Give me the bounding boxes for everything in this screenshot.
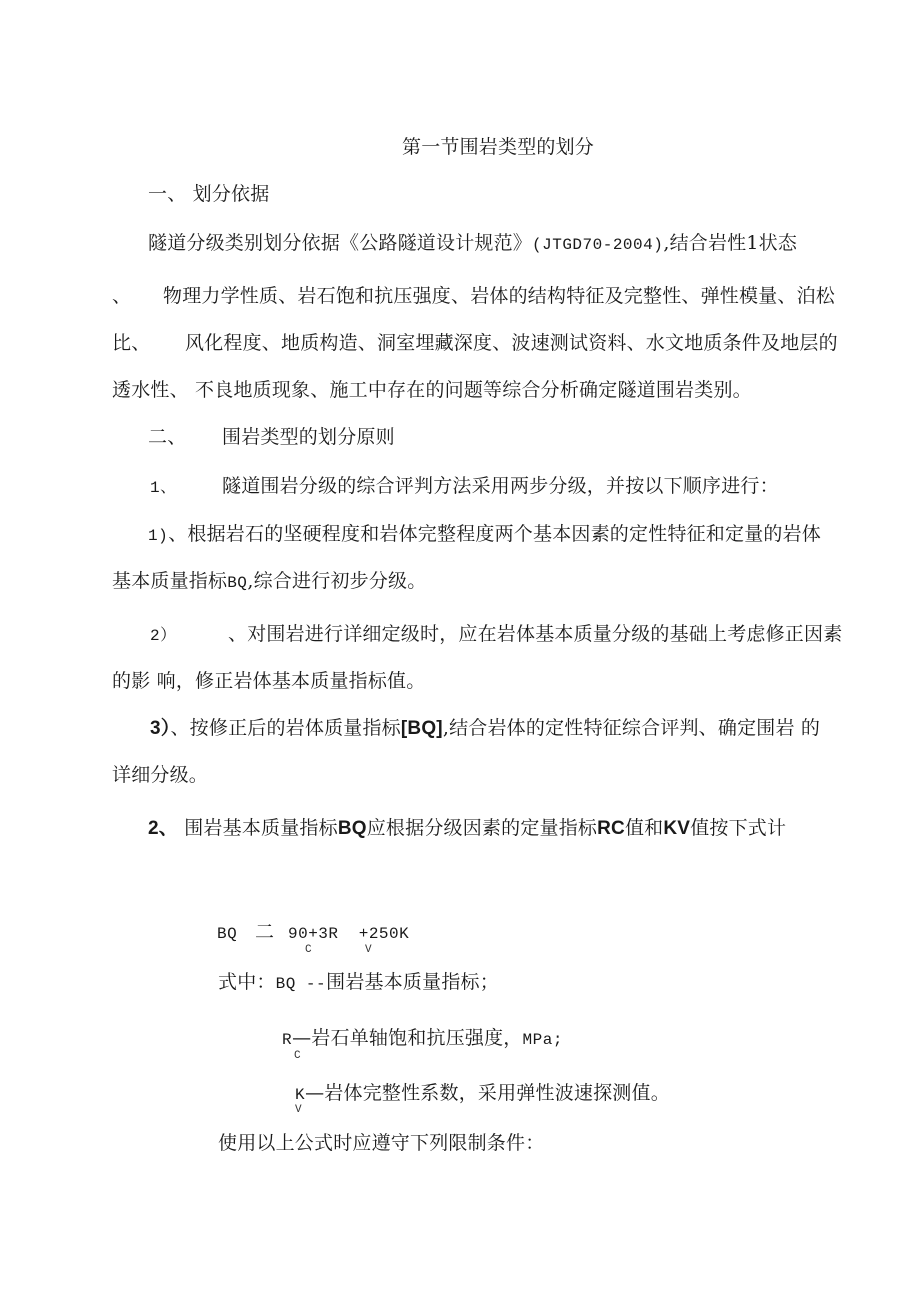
kv-term: KV <box>663 818 691 839</box>
item-2-number: 2、 <box>148 818 178 839</box>
step-3-number: 3） <box>150 718 171 739</box>
conditions-line: 使用以上公式时应遵守下列限制条件： <box>218 1132 545 1154</box>
rc-definition <box>282 1026 563 1052</box>
step-1-cont <box>112 569 426 595</box>
kv-text: —岩体完整性系数，采用弹性波速探测值。 <box>305 1082 670 1104</box>
rc-symbol: R <box>282 1031 293 1049</box>
item-2-text: 值和 <box>624 817 664 839</box>
kv-definition <box>295 1081 670 1107</box>
bq-symbol: BQ -- <box>275 975 327 993</box>
formula-rhs: 90+3R +250K <box>288 925 410 943</box>
bq-definition: 围岩基本质量指标； <box>326 971 499 993</box>
section-title: 第一节围岩类型的划分 <box>402 136 595 158</box>
paragraph-line: 物理力学性质、岩石饱和抗压强度、岩体的结构特征及完整性、弹性模量、泊松 <box>163 285 836 307</box>
punct: 、 <box>112 285 132 307</box>
paragraph-line: 比、 <box>112 332 151 354</box>
step-3 <box>150 716 820 741</box>
rc-term: RC <box>597 818 625 839</box>
definitions-intro <box>218 970 499 996</box>
step-3-text: ,结合岩体的定性特征综合评判、确定围岩 的 <box>442 717 821 739</box>
kv-subscript: V <box>295 1104 302 1116</box>
item-2-text: 值按下式计 <box>690 817 787 839</box>
rc-unit: MPa; <box>522 1031 563 1049</box>
para-text: ,结合岩性1状态 <box>663 232 798 254</box>
item-2-text: 围岩基本质量指标 <box>184 817 338 839</box>
step-3-text: 、按修正后的岩体质量指标 <box>170 717 401 739</box>
para-text: 隧道分级类别划分依据《公路隧道设计规范》 <box>148 232 533 254</box>
section-1-heading: 一、 划分依据 <box>148 183 270 205</box>
step-1-text: 基本质量指标 <box>112 570 228 592</box>
paragraph-line <box>148 231 797 257</box>
rc-text: —岩石单轴饱和抗压强度， <box>292 1027 523 1049</box>
bq-bracket-term: [BQ] <box>400 718 443 739</box>
paragraph-line <box>112 284 131 308</box>
section-2-heading-number: 二、 <box>148 426 187 448</box>
formula-sub-c: C <box>305 944 312 956</box>
step-1-text: 、根据岩石的坚硬程度和岩体完整程度两个基本因素的定性特征和定量的岩体 <box>168 523 822 545</box>
step-2-number: 2） <box>150 627 177 645</box>
step-2-cont: 的影 响，修正岩体基本质量指标值。 <box>112 670 426 692</box>
formula-sub-v: V <box>365 944 372 956</box>
paragraph-line: 透水性、 不良地质现象、施工中存在的问题等综合分析确定隧道围岩类别。 <box>112 379 752 401</box>
intro-label: 式中： <box>218 971 276 993</box>
step-3-cont: 详细分级。 <box>112 764 209 786</box>
step-1-text: ,综合进行初步分级。 <box>247 570 427 592</box>
formula-lhs: BQ <box>217 925 238 943</box>
item-1-number: 1、 <box>150 479 177 497</box>
step-2-text: 、对围岩进行详细定级时，应在岩体基本质量分级的基础上考虑修正因素 <box>228 623 843 645</box>
section-2-heading: 围岩类型的划分原则 <box>222 426 395 448</box>
item-2-text: 应根据分级因素的定量指标 <box>366 817 598 839</box>
rc-subscript: C <box>294 1050 301 1062</box>
paragraph-line: 风化程度、地质构造、洞室埋藏深度、波速测试资料、水文地质条件及地层的 <box>185 332 838 354</box>
item-1-text: 隧道围岩分级的综合评判方法采用两步分级，并按以下顺序进行： <box>222 475 779 497</box>
standard-code: (JTGD70-2004) <box>532 236 664 254</box>
step-1-number: 1) <box>148 527 169 545</box>
formula-equals: 二 <box>255 921 275 943</box>
bq-term: BQ <box>227 574 248 592</box>
item-2 <box>148 816 786 841</box>
bq-term: BQ <box>337 818 367 839</box>
step-1 <box>148 522 821 548</box>
kv-symbol: K <box>295 1086 306 1104</box>
